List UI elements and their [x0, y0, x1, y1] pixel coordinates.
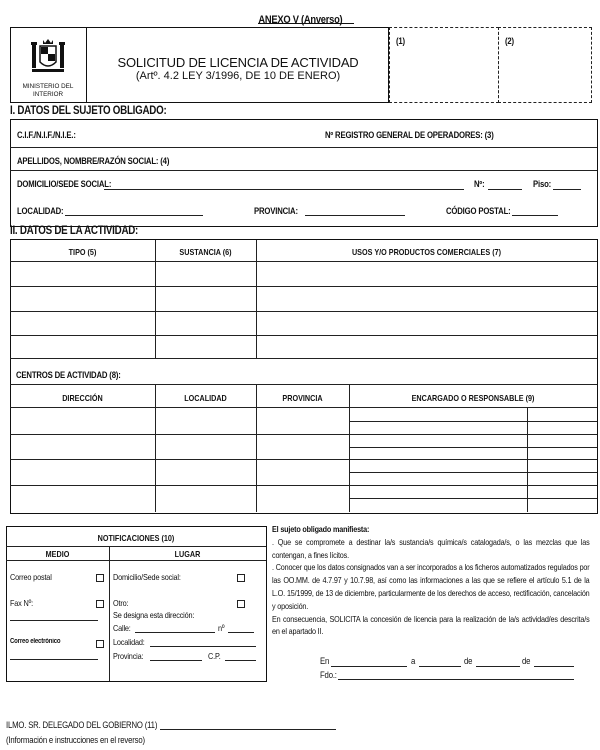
form-subtitle: (Artº. 4.2 LEY 3/1996, DE 10 DE ENERO)	[135, 70, 341, 82]
declaration-p3: En consecuencia, SOLICITA la concesión de licencia para la realización de la/s actividad/es descrita/s en el apartado II.	[272, 613, 590, 637]
registro-label: Nº REGISTRO GENERAL DE OPERADORES: (3)	[325, 130, 494, 140]
domicilio-label: DOMICILIO/SEDE SOCIAL:	[17, 179, 112, 189]
apellidos-label: APELLIDOS, NOMBRE/RAZÓN SOCIAL: (4)	[17, 156, 170, 166]
cif-label: C.I.F./N.I.F./N.I.E.:	[17, 130, 76, 140]
localidad-nota-label: Localidad:	[113, 637, 145, 647]
col-localidad: LOCALIDAD	[184, 393, 227, 403]
declaration-text	[272, 523, 600, 638]
provincia-label: PROVINCIA:	[254, 206, 298, 216]
numero-nota-label: nº	[218, 623, 225, 633]
declaration-p2: . Conocer que los datos consignados van a ser incorporados a los ficheros automatizados regulados por las OO.MM. de 4.7.97 y 10.7.98, así como las informaciones a las que se refiere el artículo 5.1 de la L.O. 15/1999, de 13 de diciembre, particularmente de los derechos de acceso, rectificación, cancelación y oposición.	[272, 562, 590, 611]
correo-electronico-label: Correo electrónico	[10, 638, 61, 645]
section-1-title: I. DATOS DEL SUJETO OBLIGADO:	[10, 105, 167, 117]
fax-checkbox[interactable]	[96, 600, 104, 608]
fdo-label: Fdo.:	[320, 670, 337, 680]
declaration-p1: . Que se compromete a destinar la/s sustancia/s química/s catalogada/s, o las mezclas que las contengan, a fines lícitos.	[272, 536, 590, 560]
domicilio-sede-checkbox[interactable]	[237, 574, 245, 582]
box-2-label: (2)	[505, 36, 514, 46]
correo-electronico-checkbox[interactable]	[96, 640, 104, 648]
coat-of-arms-icon	[30, 36, 66, 76]
col-encargado: ENCARGADO O RESPONSABLE (9)	[411, 393, 535, 403]
otro-checkbox[interactable]	[237, 600, 245, 608]
de-label-1: de	[464, 656, 473, 666]
section-2-title: II. DATOS DE LA ACTIVIDAD:	[10, 225, 139, 237]
annex-title: ANEXO V (Anverso)	[258, 14, 342, 26]
numero-label: Nº:	[474, 179, 485, 189]
info-label: (Información e instrucciones en el reverso)	[6, 735, 145, 745]
col-tipo: TIPO (5)	[68, 247, 97, 257]
localidad-label: LOCALIDAD:	[17, 206, 64, 216]
col-sustancia: SUSTANCIA (6)	[179, 247, 232, 257]
domicilio-sede-label: Domicilio/Sede social:	[113, 572, 181, 582]
col-lugar: LUGAR	[174, 549, 201, 559]
notifications-title: NOTIFICACIONES (10)	[97, 533, 175, 543]
codigo-postal-label: CÓDIGO POSTAL:	[446, 206, 511, 216]
correo-postal-checkbox[interactable]	[96, 574, 104, 582]
declaration-intro: El sujeto obligado manifiesta:	[272, 524, 370, 534]
col-usos: USOS Y/O PRODUCTOS COMERCIALES (7)	[351, 247, 502, 257]
correo-postal-label: Correo postal	[10, 572, 52, 582]
col-provincia: PROVINCIA	[282, 393, 323, 403]
centros-label: CENTROS DE ACTIVIDAD (8):	[16, 370, 121, 380]
piso-label: Piso:	[533, 179, 552, 189]
calle-label: Calle:	[113, 623, 131, 633]
delegado-label: ILMO. SR. DELEGADO DEL GOBIERNO (11)	[6, 720, 158, 730]
se-designa-label: Se designa esta dirección:	[113, 610, 195, 620]
de-label-2: de	[522, 656, 531, 666]
cp-label: C.P.	[208, 651, 221, 661]
a-label: a	[411, 656, 416, 666]
col-medio: MEDIO	[45, 549, 70, 559]
official-box-1	[389, 27, 499, 103]
fax-label: Fax Nº:	[10, 598, 34, 608]
form-title: SOLICITUD DE LICENCIA DE ACTIVIDAD	[117, 55, 359, 70]
col-direccion: DIRECCIÓN	[62, 393, 103, 403]
en-label: En	[320, 656, 330, 666]
otro-label: Otro:	[113, 598, 129, 608]
box-1-label: (1)	[396, 36, 405, 46]
provincia-nota-label: Provincia:	[113, 651, 144, 661]
ministry-label: MINISTERIO DEL INTERIOR	[22, 83, 74, 98]
